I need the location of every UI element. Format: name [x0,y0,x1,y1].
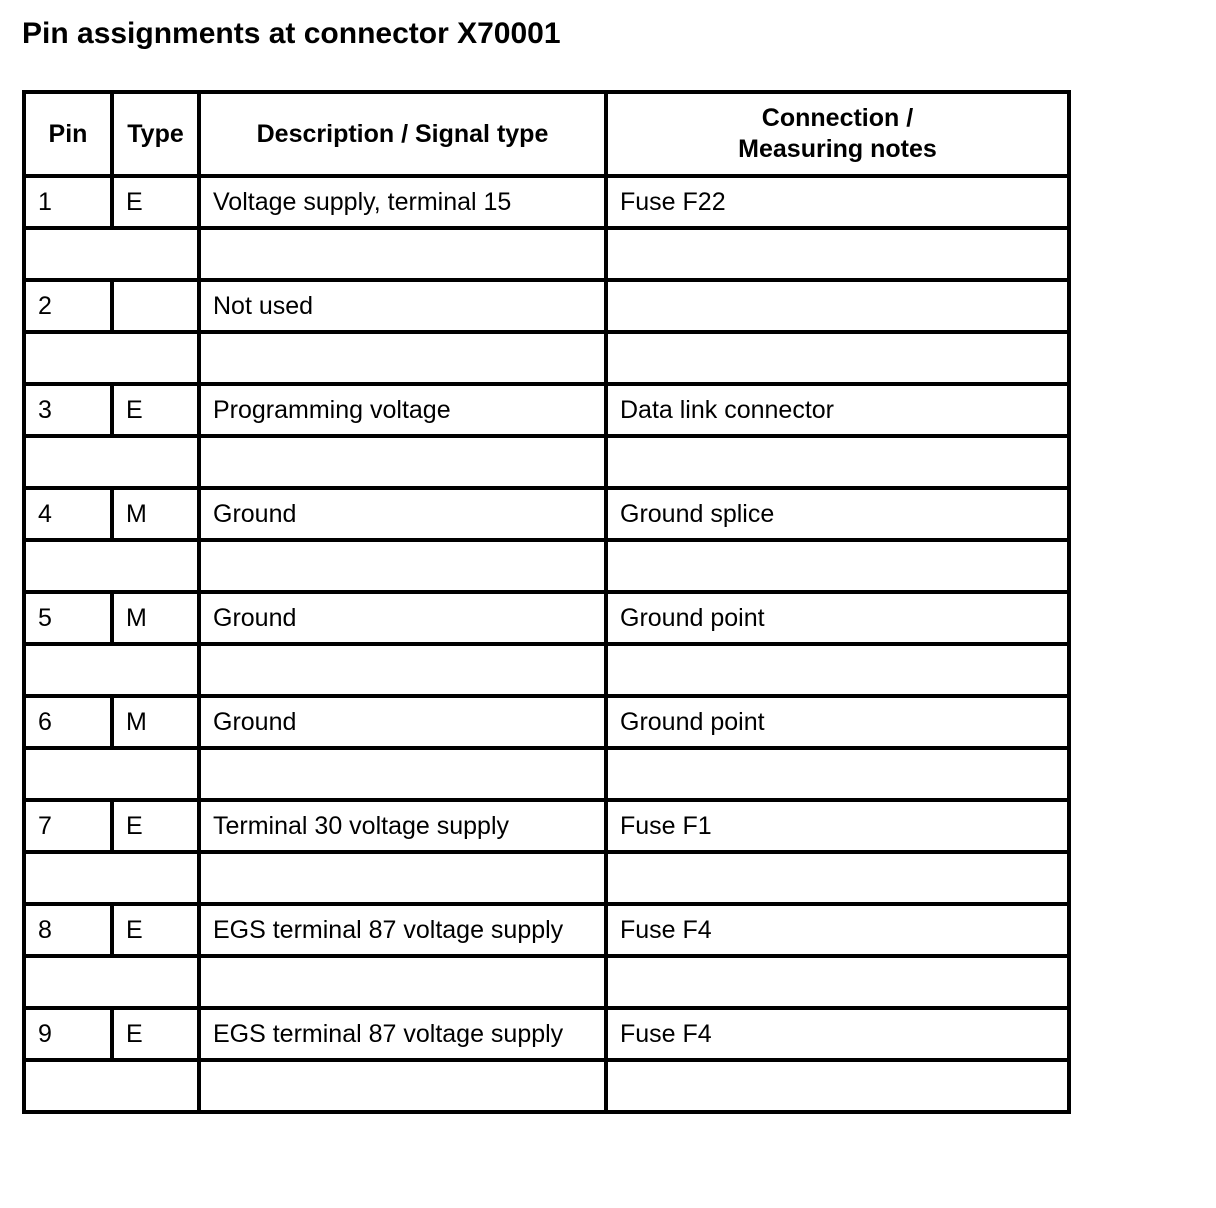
table-spacer-row [24,540,1069,592]
type-cell [112,280,199,332]
table-spacer-row [24,332,1069,384]
spacer-cell [199,644,606,696]
table-row [24,384,1069,436]
table-row [24,592,1069,644]
type-cell: E [112,1008,199,1060]
spacer-cell [199,1060,606,1112]
pin-cell: 9 [24,1008,112,1060]
spacer-cell [199,332,606,384]
connection-cell: Data link connector [606,384,1069,436]
type-cell: E [112,384,199,436]
pin-cell: 6 [24,696,112,748]
pin-cell: 1 [24,176,112,228]
description-cell: Ground [199,592,606,644]
table-row [24,800,1069,852]
spacer-cell [606,540,1069,592]
connection-cell: Fuse F4 [606,904,1069,956]
spacer-cell [24,436,199,488]
table-spacer-row [24,436,1069,488]
column-header-connection [606,92,1069,176]
table-header-row [24,92,1069,176]
description-cell: Ground [199,488,606,540]
spacer-cell [24,1060,199,1112]
table-spacer-row [24,956,1069,1008]
table-row [24,488,1069,540]
connection-cell: Fuse F4 [606,1008,1069,1060]
column-header-connection-line2: Measuring notes [738,135,937,163]
table-row [24,280,1069,332]
connection-cell: Ground point [606,696,1069,748]
pin-cell: 3 [24,384,112,436]
connection-cell: Fuse F22 [606,176,1069,228]
spacer-cell [606,436,1069,488]
pin-assignment-table [22,90,1071,1114]
connection-cell [606,280,1069,332]
type-cell: M [112,488,199,540]
description-cell: Terminal 30 voltage supply [199,800,606,852]
spacer-cell [24,852,199,904]
spacer-cell [24,540,199,592]
type-cell: M [112,592,199,644]
table-row [24,176,1069,228]
pin-cell: 4 [24,488,112,540]
description-cell: EGS terminal 87 voltage supply [199,1008,606,1060]
spacer-cell [24,956,199,1008]
spacer-cell [606,852,1069,904]
spacer-cell [199,748,606,800]
pin-cell: 2 [24,280,112,332]
table-spacer-row [24,644,1069,696]
spacer-cell [606,1060,1069,1112]
type-cell: M [112,696,199,748]
table-spacer-row [24,228,1069,280]
pin-cell: 7 [24,800,112,852]
spacer-cell [24,228,199,280]
type-cell: E [112,176,199,228]
spacer-cell [24,332,199,384]
type-cell: E [112,800,199,852]
type-cell: E [112,904,199,956]
page-title: Pin assignments at connector X70001 [22,17,561,50]
table-body [24,176,1069,1112]
spacer-cell [199,956,606,1008]
spacer-cell [24,748,199,800]
table-spacer-row [24,852,1069,904]
pin-cell: 8 [24,904,112,956]
connection-cell: Ground point [606,592,1069,644]
description-cell: Ground [199,696,606,748]
spacer-cell [606,644,1069,696]
table-spacer-row [24,1060,1069,1112]
pin-cell: 5 [24,592,112,644]
spacer-cell [199,228,606,280]
spacer-cell [606,748,1069,800]
table-row [24,696,1069,748]
column-header-connection-line1: Connection / [761,104,914,132]
table-spacer-row [24,748,1069,800]
spacer-cell [606,332,1069,384]
spacer-cell [606,228,1069,280]
connection-cell: Ground splice [606,488,1069,540]
table-row [24,904,1069,956]
description-cell: Programming voltage [199,384,606,436]
spacer-cell [24,644,199,696]
description-cell: EGS terminal 87 voltage supply [199,904,606,956]
column-header-type: Type [112,92,199,176]
description-cell: Voltage supply, terminal 15 [199,176,606,228]
spacer-cell [199,436,606,488]
spacer-cell [199,540,606,592]
spacer-cell [606,956,1069,1008]
spacer-cell [199,852,606,904]
connection-cell: Fuse F1 [606,800,1069,852]
description-cell: Not used [199,280,606,332]
column-header-description: Description / Signal type [199,92,606,176]
table-row [24,1008,1069,1060]
column-header-pin: Pin [24,92,112,176]
